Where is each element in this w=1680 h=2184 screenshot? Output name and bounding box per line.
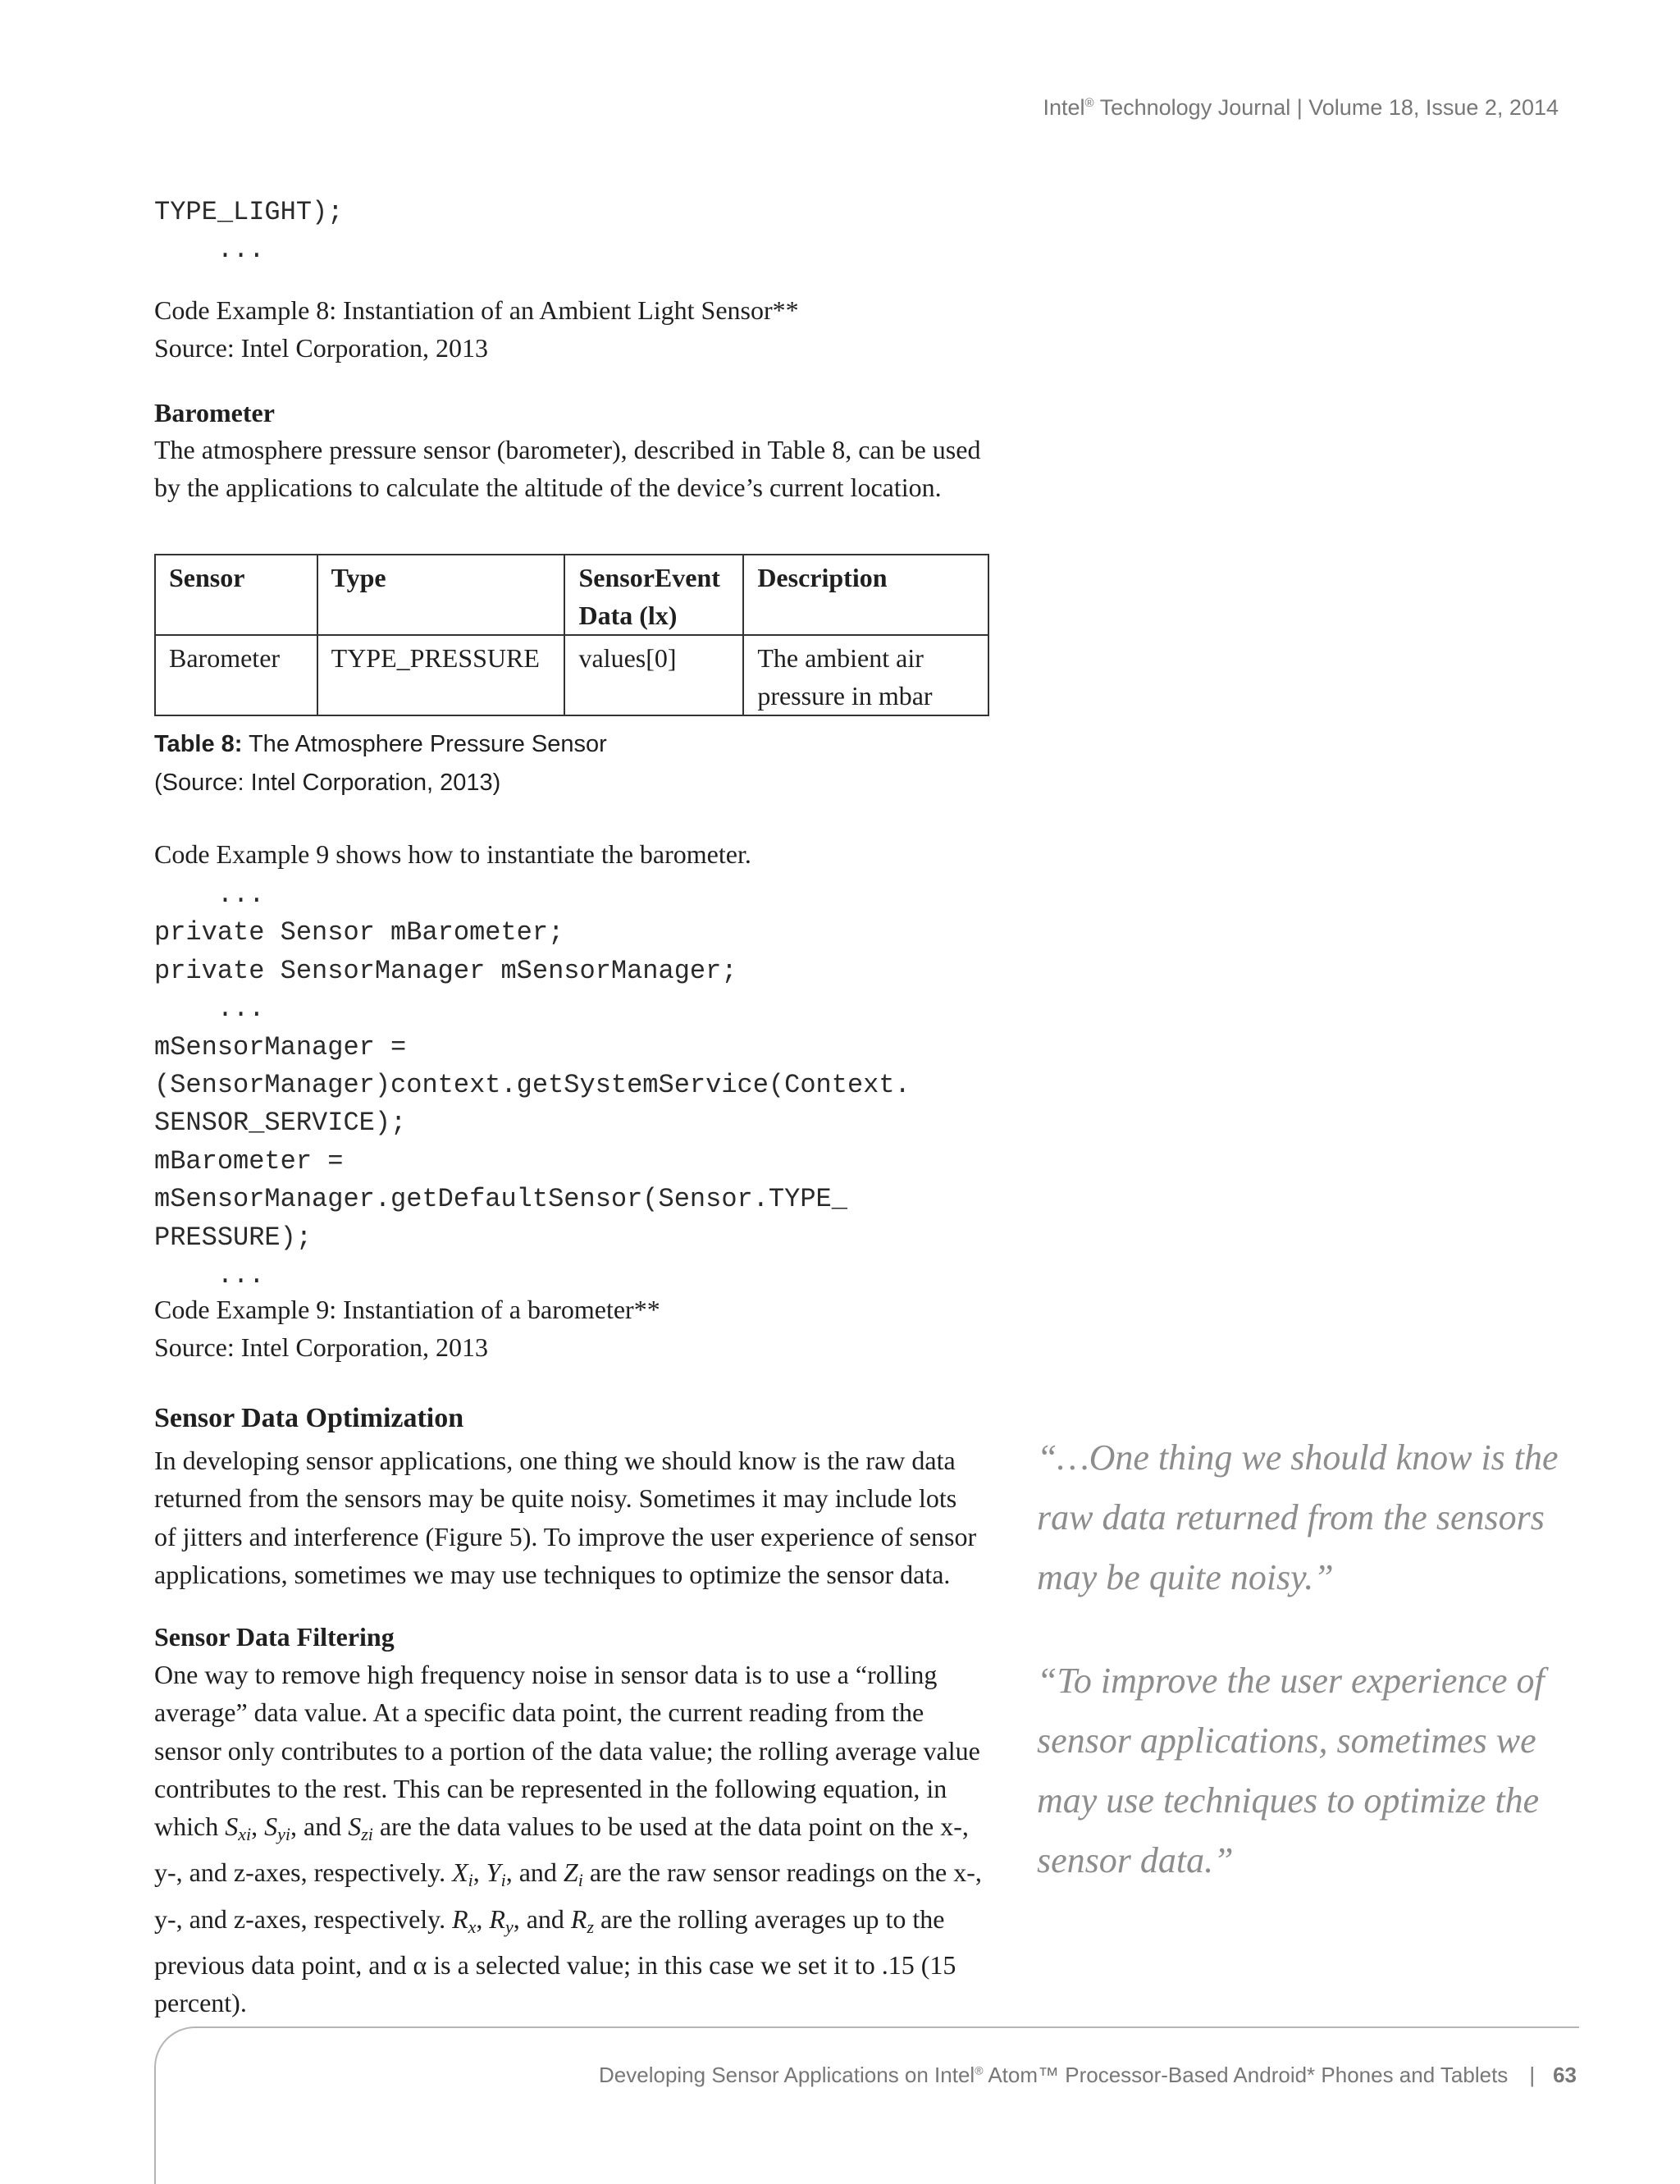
code9-intro: Code Example 9 shows how to instantiate the barometer. (154, 839, 751, 869)
table-header-cell: Sensor (155, 555, 317, 635)
code-example-9: ... private Sensor mBarometer; private SensorManager mSensorManager; ... mSensorManager = (SensorManager)context.getSystemService(Context. SENSOR_SERVICE); mBarometer = mSensorManager.getDefaultSensor(Sensor.TYPE_ PRESSURE); ... (154, 880, 911, 1291)
table-header-row (155, 555, 988, 635)
code8-caption-source: Source: Intel Corporation, 2013 (154, 333, 489, 363)
running-header: Intel® Technology Journal | Volume 18, Issue 2, 2014 (1043, 95, 1559, 120)
sensor-table (154, 554, 989, 716)
code9-caption-title: Code Example 9: Instantiation of a barometer** (154, 1295, 660, 1324)
barometer-heading: Barometer (154, 398, 275, 427)
subsection-heading-filtering: Sensor Data Filtering (154, 1622, 395, 1652)
pull-quote-2: “To improve the user experience of sensor applications, sometimes we may use techniques to optimize the sensor data.” (1037, 1661, 1545, 1880)
section-heading-optimization: Sensor Data Optimization (154, 1403, 464, 1433)
code9-caption (154, 1291, 660, 1367)
table-cell: The ambient air pressure in mbar (743, 635, 988, 715)
filtering-paragraph: One way to remove high frequency noise in sensor data is to use a “rolling average” data value. At a specific data point, the current reading from the sensor only contributes to a portion of the data value; the rolling average value contributes to the rest. This can be represented in the following equation, in which $S_{xi}$, $S_{yi}$, and $S_{zi}$ are the data values to be used at the data point on the x-, y-, and z-axes, respectively. $X_i$, $Y_i$, and $Z_i$ are the raw sensor readings on the x-, y-, and z-axes, respectively. $R_x$, $R_y$, and $R_z$ are the rolling averages up to the previous data point, and α is a selected value; in this case we set it to .15 (15 percent). (154, 1660, 982, 2018)
pull-quote-1: “…One thing we should know is the raw data returned from the sensors may be quite noisy.” (1037, 1437, 1559, 1597)
code8-caption-title: Code Example 8: Instantiation of an Ambient Light Sensor** (154, 295, 799, 325)
optimization-paragraph: In developing sensor applications, one thing we should know is the raw data returned from the sensors may be quite noisy. Sometimes it may include lots of jitters and interference (Figure 5). To improve the user experience of sensor applications, sometimes we may use techniques to optimize the sensor data. (154, 1446, 977, 1589)
running-footer: Developing Sensor Applications on Intel® Atom™ Processor-Based Android* Phones and Tablets | 63 (599, 2063, 1577, 2087)
table-cell: values[0] (564, 635, 743, 715)
footer-rule (154, 2026, 1579, 2184)
page-number: 63 (1553, 2063, 1577, 2087)
code-fragment-top: TYPE_LIGHT); ... (154, 197, 344, 266)
table-row (155, 635, 988, 715)
table-header-cell: Type (317, 555, 565, 635)
code8-caption (154, 291, 799, 368)
code9-caption-source: Source: Intel Corporation, 2013 (154, 1332, 489, 1363)
table-header-cell: Description (743, 555, 988, 635)
table-cell: Barometer (155, 635, 317, 715)
table-caption: Table 8: The Atmosphere Pressure Sensor (Source: Intel Corporation, 2013) (154, 731, 607, 796)
table-header-cell: SensorEvent Data (lx) (564, 555, 743, 635)
barometer-paragraph: The atmosphere pressure sensor (barometer), described in Table 8, can be used by the applications to calculate the altitude of the device’s current location. (154, 435, 981, 503)
table-cell: TYPE_PRESSURE (317, 635, 565, 715)
